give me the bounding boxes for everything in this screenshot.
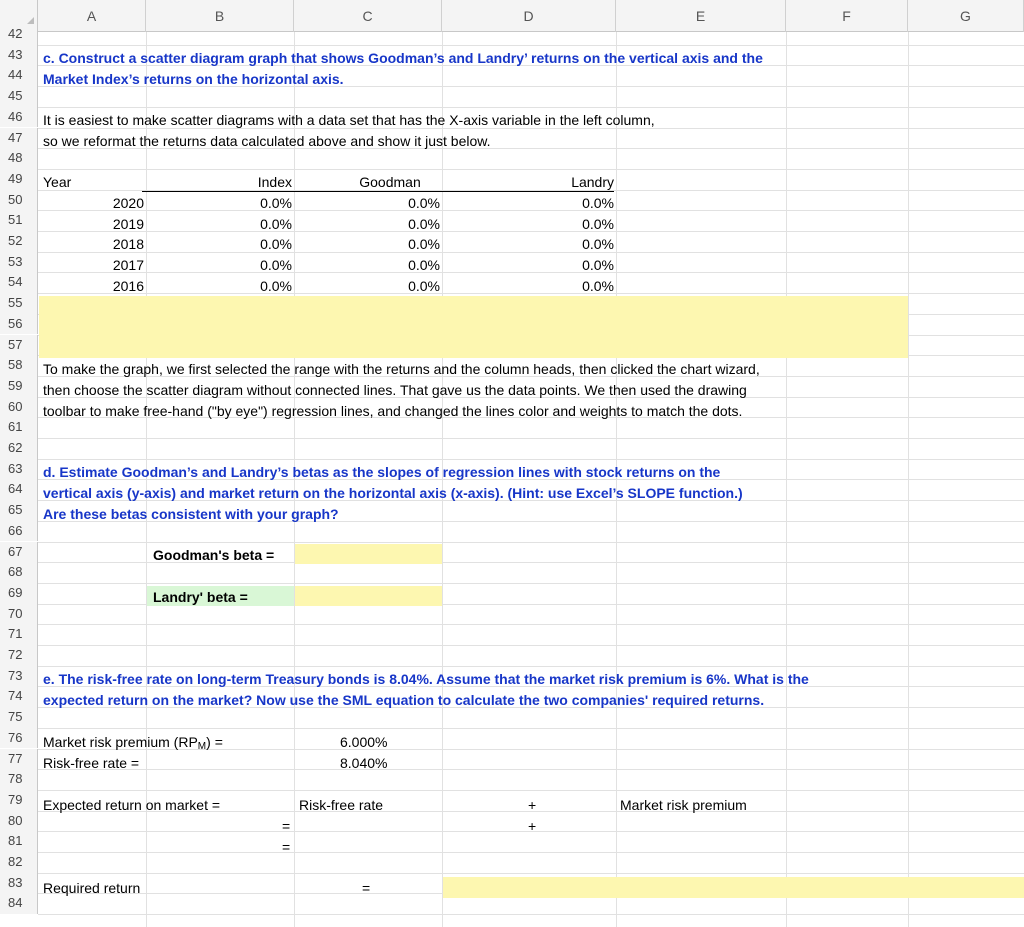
part-c-line-1: c. Construct a scatter diagram graph that shows Goodman’s and Landry’ returns on the vertical axis and the bbox=[43, 50, 763, 66]
row-header[interactable]: 66 bbox=[0, 521, 38, 542]
grid-line bbox=[38, 645, 1024, 646]
row-header[interactable]: 55 bbox=[0, 293, 38, 314]
row-header[interactable]: 74 bbox=[0, 686, 38, 707]
table-cell-index[interactable]: 0.0% bbox=[260, 215, 292, 232]
table-cell-year[interactable]: 2020 bbox=[112, 195, 144, 211]
grid-line bbox=[38, 438, 1024, 439]
table-cell-landry[interactable]: 0.0% bbox=[582, 277, 614, 294]
part-c-line-2: Market Index’s returns on the horizontal axis. bbox=[43, 71, 344, 87]
landry-beta-input[interactable] bbox=[295, 586, 442, 606]
column-header-g[interactable]: G bbox=[908, 0, 1024, 32]
row-header[interactable]: 53 bbox=[0, 252, 38, 273]
table-cell-goodman[interactable]: 0.0% bbox=[408, 215, 440, 232]
expected-return-label: Expected return on market = bbox=[43, 797, 221, 813]
row-header[interactable]: 59 bbox=[0, 376, 38, 397]
row-header[interactable]: 84 bbox=[0, 893, 38, 914]
row-header[interactable]: 67 bbox=[0, 542, 38, 563]
row-header[interactable]: 81 bbox=[0, 831, 38, 852]
column-header-b[interactable]: B bbox=[146, 0, 294, 32]
row-header[interactable]: 76 bbox=[0, 728, 38, 749]
mrp-label-subscript: M bbox=[197, 741, 207, 752]
part-e-line-1: e. The risk-free rate on long-term Treasury bonds is 8.04%. Assume that the market risk premium is 6%. What is the bbox=[43, 671, 809, 687]
column-header-e[interactable]: E bbox=[616, 0, 786, 32]
expected-return-plus-sign: + bbox=[528, 797, 537, 813]
table-cell-goodman[interactable]: 0.0% bbox=[408, 195, 440, 211]
row-header[interactable]: 57 bbox=[0, 335, 38, 356]
graph-note-line-1: To make the graph, we first selected the range with the returns and the column heads, then clicked the chart wizard, bbox=[43, 361, 760, 377]
table-cell-goodman[interactable]: 0.0% bbox=[408, 236, 440, 253]
grid-line bbox=[38, 542, 1024, 543]
table-header-goodman: Goodman bbox=[359, 174, 421, 190]
row-header[interactable]: 49 bbox=[0, 169, 38, 190]
required-return-equals: = bbox=[362, 880, 371, 896]
row-header[interactable]: 56 bbox=[0, 314, 38, 335]
graph-note-line-2: then choose the scatter diagram without connected lines. That gave us the data points. We then used the drawing bbox=[43, 382, 747, 398]
part-e-line-2: expected return on the market? Now use the SML equation to calculate the two companies' required returns. bbox=[43, 692, 765, 708]
row-header[interactable]: 44 bbox=[0, 65, 38, 86]
table-cell-landry[interactable]: 0.0% bbox=[582, 236, 614, 253]
grid-line bbox=[38, 728, 1024, 729]
column-header-c[interactable]: C bbox=[294, 0, 442, 32]
grid-line bbox=[38, 914, 1024, 915]
part-d-line-1: d. Estimate Goodman’s and Landry’s betas as the slopes of regression lines with stock returns on the bbox=[43, 464, 721, 480]
grid-line bbox=[38, 624, 1024, 625]
risk-free-rate-label: Risk-free rate = bbox=[43, 755, 140, 771]
row-header[interactable]: 79 bbox=[0, 790, 38, 811]
grid-line bbox=[38, 769, 1024, 770]
row-header[interactable]: 60 bbox=[0, 397, 38, 418]
market-risk-premium-value[interactable]: 6.000% bbox=[340, 734, 388, 750]
row-header[interactable]: 43 bbox=[0, 45, 38, 66]
grid-line bbox=[38, 873, 1024, 874]
table-cell-year[interactable]: 2017 bbox=[112, 257, 144, 274]
row-header[interactable]: 42 bbox=[0, 24, 38, 45]
mrp-label-suffix: ) = bbox=[206, 734, 223, 750]
table-cell-landry[interactable]: 0.0% bbox=[582, 215, 614, 232]
column-header-a[interactable]: A bbox=[38, 0, 146, 32]
row-header[interactable]: 80 bbox=[0, 811, 38, 832]
row-header[interactable]: 47 bbox=[0, 128, 38, 149]
table-cell-goodman[interactable]: 0.0% bbox=[408, 277, 440, 294]
grid-line bbox=[38, 666, 1024, 667]
table-cell-index[interactable]: 0.0% bbox=[260, 257, 292, 274]
grid-line bbox=[38, 583, 1024, 584]
graph-note-line-3: toolbar to make free-hand ("by eye") regression lines, and changed the lines color and weights to match the dots. bbox=[43, 403, 743, 419]
row-header[interactable]: 45 bbox=[0, 86, 38, 107]
row-header[interactable]: 58 bbox=[0, 355, 38, 376]
row-header[interactable]: 71 bbox=[0, 624, 38, 645]
plus-sign-row-80: + bbox=[528, 818, 537, 834]
table-cell-year[interactable]: 2019 bbox=[112, 215, 144, 232]
table-header-landry: Landry bbox=[571, 174, 614, 190]
table-cell-index[interactable]: 0.0% bbox=[260, 277, 292, 294]
grid-line bbox=[38, 852, 1024, 853]
table-cell-landry[interactable]: 0.0% bbox=[582, 195, 614, 211]
column-header-d[interactable]: D bbox=[442, 0, 616, 32]
row-header[interactable]: 62 bbox=[0, 438, 38, 459]
row-header[interactable]: 68 bbox=[0, 562, 38, 583]
row-header[interactable]: 73 bbox=[0, 666, 38, 687]
mrp-label-text: Market risk premium (RP bbox=[43, 734, 198, 750]
row-header[interactable]: 63 bbox=[0, 459, 38, 480]
grid-line bbox=[38, 45, 1024, 46]
table-cell-index[interactable]: 0.0% bbox=[260, 195, 292, 211]
goodman-beta-label: Goodman's beta = bbox=[153, 547, 275, 563]
row-header[interactable]: 54 bbox=[0, 272, 38, 293]
row-header[interactable]: 77 bbox=[0, 749, 38, 770]
expected-return-risk-free-term: Risk-free rate bbox=[299, 797, 384, 813]
table-cell-goodman[interactable]: 0.0% bbox=[408, 257, 440, 274]
row-header[interactable]: 82 bbox=[0, 852, 38, 873]
table-cell-year[interactable]: 2018 bbox=[112, 236, 144, 253]
required-return-label: Required return bbox=[43, 880, 141, 896]
landry-beta-label: Landry' beta = bbox=[153, 589, 248, 605]
row-header[interactable]: 70 bbox=[0, 604, 38, 625]
row-header[interactable]: 65 bbox=[0, 500, 38, 521]
row-header[interactable]: 64 bbox=[0, 479, 38, 500]
equals-sign-row-80: = bbox=[282, 818, 291, 834]
expected-return-mrp-term: Market risk premium bbox=[620, 797, 747, 813]
table-header-index: Index bbox=[257, 174, 292, 190]
goodman-beta-input[interactable] bbox=[295, 544, 442, 564]
grid-line bbox=[38, 459, 1024, 460]
table-cell-landry[interactable]: 0.0% bbox=[582, 257, 614, 274]
row-header[interactable]: 50 bbox=[0, 190, 38, 211]
note-line-1: It is easiest to make scatter diagrams with a data set that has the X-axis variable in the left column, bbox=[43, 112, 655, 128]
equals-sign-row-81: = bbox=[282, 839, 291, 855]
table-header-year: Year bbox=[43, 174, 72, 190]
table-header-underline bbox=[142, 191, 614, 192]
row-header[interactable]: 52 bbox=[0, 231, 38, 252]
row-header[interactable]: 78 bbox=[0, 769, 38, 790]
grid-line bbox=[38, 169, 1024, 170]
row-header[interactable]: 83 bbox=[0, 873, 38, 894]
required-return-input[interactable] bbox=[443, 877, 1024, 898]
row-header[interactable]: 51 bbox=[0, 210, 38, 231]
column-header-f[interactable]: F bbox=[786, 0, 908, 32]
row-header[interactable]: 61 bbox=[0, 417, 38, 438]
highlight-range[interactable] bbox=[39, 296, 908, 358]
part-d-line-2: vertical axis (y-axis) and market return on the horizontal axis (x-axis). (Hint: use Excel’s SLOPE function.) bbox=[43, 485, 743, 501]
row-header[interactable]: 75 bbox=[0, 707, 38, 728]
grid-line bbox=[38, 790, 1024, 791]
row-header[interactable]: 48 bbox=[0, 148, 38, 169]
table-cell-year[interactable]: 2016 bbox=[112, 277, 144, 294]
grid-line bbox=[38, 107, 1024, 108]
part-d-line-3: Are these betas consistent with your graph? bbox=[43, 506, 339, 522]
column-header-bar bbox=[0, 0, 1024, 32]
row-header[interactable]: 46 bbox=[0, 107, 38, 128]
table-cell-index[interactable]: 0.0% bbox=[260, 236, 292, 253]
row-header[interactable]: 69 bbox=[0, 583, 38, 604]
row-header[interactable]: 72 bbox=[0, 645, 38, 666]
note-line-2: so we reformat the returns data calculated above and show it just below. bbox=[43, 133, 491, 149]
market-risk-premium-label bbox=[43, 732, 223, 753]
risk-free-rate-value[interactable]: 8.040% bbox=[340, 755, 388, 771]
